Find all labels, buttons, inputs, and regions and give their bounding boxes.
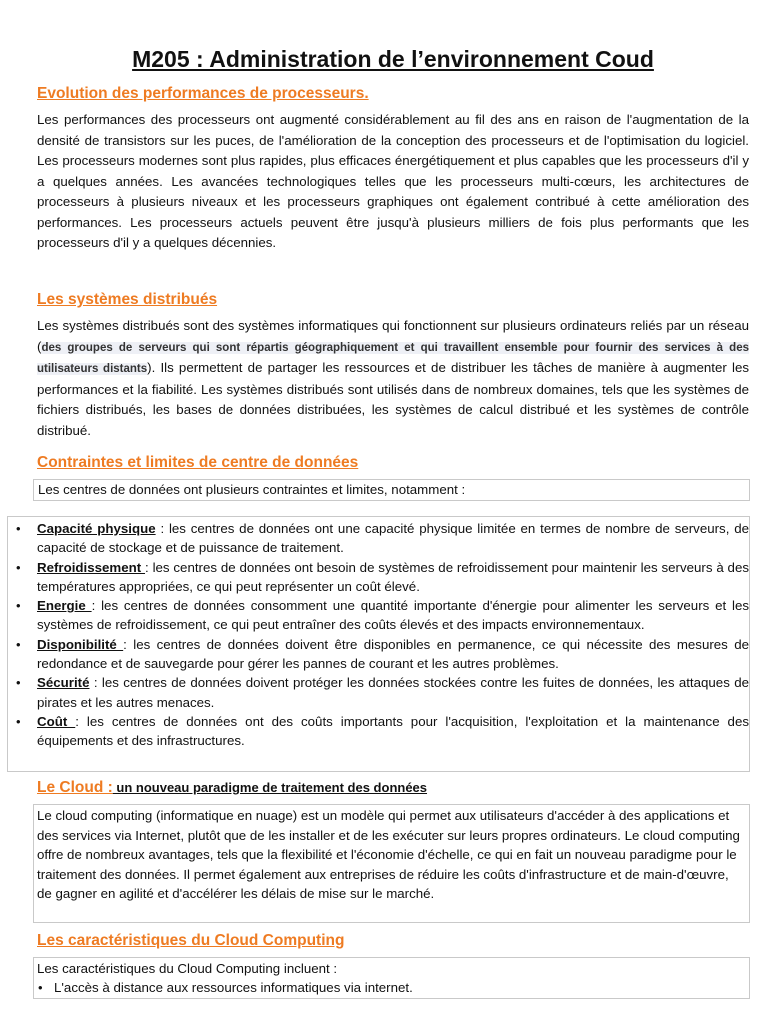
term-disponibilite: Disponibilité (37, 636, 124, 652)
heading-cloud-characteristics: Les caractéristiques du Cloud Computing (37, 932, 345, 949)
paragraph-cloud: Le cloud computing (informatique en nuage) est un modèle qui permet aux utilisateurs d'accéder à des applications et des services via Internet, plutôt que de les installer et de les exécuter sur leurs propres ordinateurs. Le cloud computing offre de nombreux avantages, tels que la flexibilité et l'économie d'échelle, ce qui en fait un nouveau paradigme pour le traitement des données. Il permet également aux entreprises de réduire les coûts d'infrastructure et de main-d'œuvre, de gagner en agilité et d'accélérer les délais de mise sur le marché. (37, 808, 740, 902)
list-item (16, 596, 749, 635)
paragraph-text-b: ). Ils permettent de partager les ressources et de distribuer les tâches de manière à augmenter les performances et la fiabilité. Les systèmes distribués sont utilisés dans de nombreux domaines, tels que les systèmes de fichiers distribués, les bases de données distribuées, les systèmes de calcul distribué et les systèmes de contrôle distribué. (37, 360, 750, 438)
characteristics-box (33, 957, 750, 999)
heading-cloud (37, 778, 427, 799)
heading-distributed-systems: Les systèmes distribués (37, 291, 218, 308)
bullet-icon: • (16, 636, 21, 652)
heading-cloud-subtitle: un nouveau paradigme de traitement des données (112, 780, 428, 795)
heading-datacenter-constraints: Contraintes et limites de centre de données (37, 454, 359, 471)
item-text: : les centres de données ont des coûts importants pour l'acquisition, l'exploitation et la maintenance des équipements et des infrastructures. (37, 713, 749, 749)
highlighted-definition: des groupes de serveurs qui sont répartis géographiquement et qui travaillent ensemble pour fournir des services à des utilisateurs distants (37, 341, 749, 375)
list-item (16, 635, 749, 674)
paragraph-processor-performance: Les performances des processeurs ont augmenté considérablement au fil des ans en raison de l'augmentation de la densité de transistors sur les puces, de l'amélioration de la conception des processeurs et de l'optimisation du logiciel. Les processeurs modernes sont plus rapides, plus efficaces énergétiquement et plus capables que les processeurs d'il y a quelques années. Les avancées technologiques telles que les processeurs multi-cœurs, les architectures de processeurs à plusieurs niveaux et les processeurs graphiques ont également contribué à cette amélioration des performances. Les processeurs actuels peuvent être jusqu'à plusieurs milliers de fois plus performants que les processeurs d'il y a quelques décennies. (37, 112, 749, 250)
bullet-icon: • (16, 559, 21, 575)
item-text: : les centres de données consomment une quantité importante d'énergie pour alimenter les serveurs et les systèmes de refroidissement, ce qui peut entraîner des coûts élevés et des impacts environnementaux. (37, 598, 749, 633)
heading-processor-performance: Evolution des performances de processeurs. (37, 85, 369, 102)
characteristics-intro: Les caractéristiques du Cloud Computing incluent : (37, 961, 338, 976)
cloud-text-box (33, 804, 750, 923)
document-title: M205 : Administration de l’environnement Coud (132, 46, 654, 72)
constraints-intro: Les centres de données ont plusieurs contraintes et limites, notamment : (38, 482, 466, 497)
paragraph-text-a: Les systèmes distribués sont des systèmes informatiques qui fonctionnent sur plusieurs ordinateurs reliés par un réseau ( (37, 318, 749, 354)
item-text: L'accès à distance aux ressources informatiques via internet. (54, 980, 413, 995)
constraints-list-box (7, 516, 750, 772)
constraints-list (8, 517, 749, 751)
paragraph-distributed-systems (37, 316, 749, 441)
bullet-icon: • (16, 598, 21, 614)
term-capacite: Capacité physique (37, 521, 156, 536)
bullet-icon: • (16, 675, 21, 691)
item-text: : les centres de données doivent être disponibles en permanence, ce qui nécessite des mesures de redondance et de sauvegarde pour gérer les pannes de courant et les autres problèmes. (37, 636, 749, 672)
list-item (34, 978, 749, 997)
item-text: : les centres de données ont une capacité physique limitée en termes de nombre de serveurs, de capacité de stockage et de puissance de traitement. (37, 521, 749, 556)
list-item (16, 519, 749, 558)
intro-box-constraints (33, 479, 750, 501)
list-item (16, 673, 749, 712)
heading-cloud-orange: Le Cloud : (37, 779, 113, 796)
term-energie: Energie (37, 598, 92, 614)
term-cout: Coût (37, 713, 76, 729)
bullet-icon: • (16, 713, 21, 729)
bullet-icon: • (16, 521, 21, 536)
item-text: : les centres de données doivent protéger les données stockées contre les fuites de données, les attaques de pirates et les autres menaces. (37, 675, 749, 710)
term-refroidissement: Refroidissement (37, 559, 146, 575)
list-item (16, 712, 749, 751)
item-text: : les centres de données ont besoin de systèmes de refroidissement pour maintenir les serveurs à des températures appropriées, ce qui peut représenter un coût élevé. (37, 559, 749, 594)
term-securite: Sécurité (37, 675, 90, 691)
list-item (16, 558, 749, 597)
bullet-icon: • (38, 980, 43, 995)
